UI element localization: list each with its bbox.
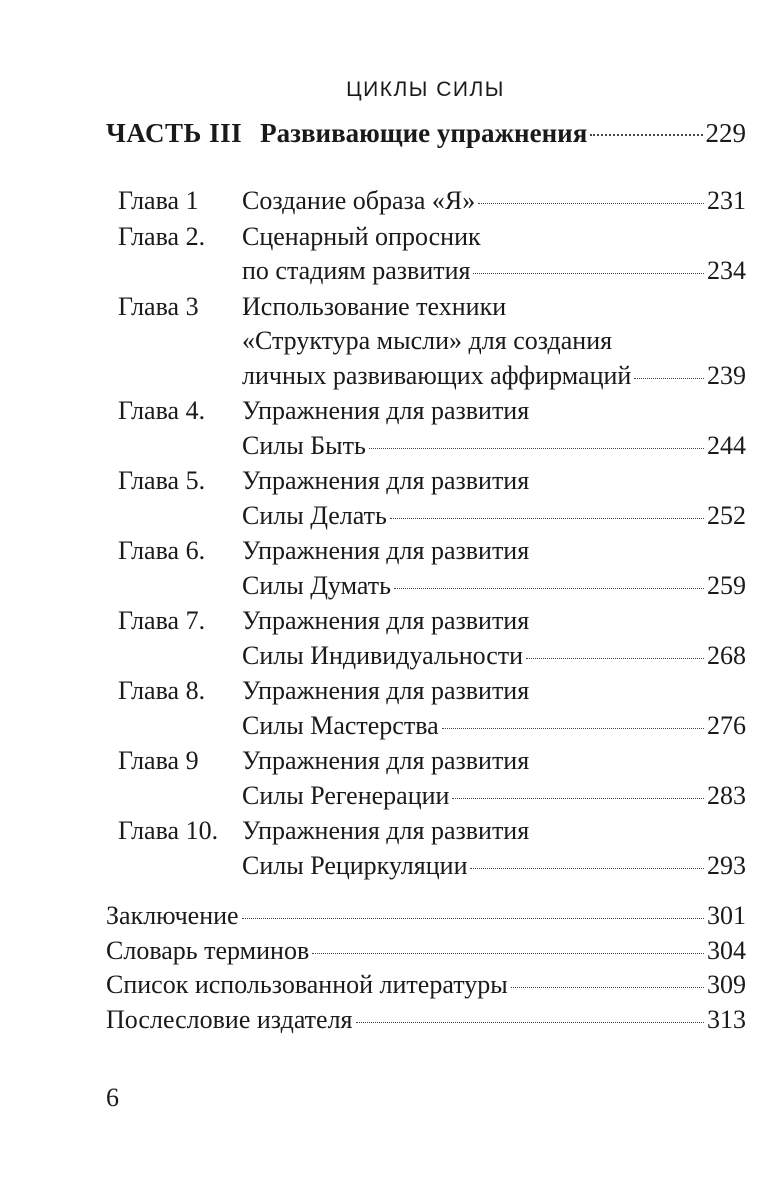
chapter-title-block xyxy=(242,744,746,813)
dot-leader xyxy=(442,728,704,729)
dot-leader xyxy=(356,1022,704,1023)
chapter-title-last-line xyxy=(242,254,746,289)
backmatter-list xyxy=(106,899,746,1037)
chapter-label: Глава 1 xyxy=(118,186,199,215)
chapter-title-line: Упражнения для развития xyxy=(242,606,530,635)
chapter-title-last-line xyxy=(242,779,746,814)
chapter-list xyxy=(118,184,746,883)
chapter-title-text: Силы Рециркуляции xyxy=(242,850,468,880)
chapter-title-block xyxy=(242,464,746,533)
chapter-title-text: Силы Думать xyxy=(242,570,391,600)
chapter-title-line: Упражнения для развития xyxy=(242,536,530,565)
chapter-label: Глава 9 xyxy=(118,746,199,775)
toc-entry-backmatter xyxy=(106,968,746,1003)
toc-entry-chapter xyxy=(118,604,746,673)
toc-entry-backmatter xyxy=(106,899,746,934)
chapter-title-line: Упражнения для развития xyxy=(242,466,530,495)
chapter-title-last-line xyxy=(242,429,746,464)
chapter-title-block xyxy=(242,290,746,394)
toc-entry-backmatter xyxy=(106,934,746,969)
chapter-page-number: 259 xyxy=(707,570,746,600)
part-label: ЧАСТЬ III xyxy=(106,118,243,148)
toc-entry-chapter xyxy=(118,814,746,883)
chapter-title-line: «Структура мысли» для создания xyxy=(242,326,613,355)
chapter-title-last-line xyxy=(242,639,746,674)
dot-leader xyxy=(634,378,704,379)
dot-leader xyxy=(369,448,704,449)
dot-leader xyxy=(390,518,704,519)
chapter-title-line: Сценарный опросник xyxy=(242,221,481,251)
dot-leader xyxy=(312,953,704,954)
dot-leader xyxy=(452,798,704,799)
chapter-page-number: 234 xyxy=(707,256,746,285)
dot-leader xyxy=(470,868,704,869)
backmatter-title: Заключение xyxy=(106,901,239,930)
chapter-page-number: 276 xyxy=(707,710,746,740)
chapter-title-text: Силы Мастерства xyxy=(242,710,439,740)
backmatter-title: Словарь терминов xyxy=(106,935,310,965)
chapter-title-line: Упражнения для развития xyxy=(242,396,530,425)
part-page-number: 229 xyxy=(705,118,746,148)
dot-leader xyxy=(478,203,704,204)
toc-entry-chapter xyxy=(118,534,746,603)
chapter-title-line: Упражнения для развития xyxy=(242,746,530,775)
backmatter-title: Список использованной литературы xyxy=(106,970,508,999)
dot-leader xyxy=(590,134,702,136)
part-title: Развивающие упражнения xyxy=(260,118,588,148)
toc-entry-chapter xyxy=(118,744,746,813)
toc-entry-chapter xyxy=(118,290,746,394)
chapter-page-number: 231 xyxy=(707,186,746,215)
chapter-title-last-line xyxy=(242,184,746,219)
chapter-title-last-line xyxy=(242,359,746,394)
chapter-title-last-line xyxy=(242,709,746,744)
chapter-page-number: 252 xyxy=(707,500,746,530)
chapter-title-text: Создание образа «Я» xyxy=(242,186,476,215)
chapter-title-text: Силы Регенерации xyxy=(242,780,450,810)
page-number: 6 xyxy=(106,1083,119,1112)
chapter-title-last-line xyxy=(242,569,746,604)
chapter-label: Глава 3 xyxy=(118,291,199,321)
chapter-title-line: Упражнения для развития xyxy=(242,816,530,845)
dot-leader xyxy=(394,588,704,589)
toc-entry-chapter xyxy=(118,674,746,743)
toc-entry-chapter xyxy=(118,394,746,463)
chapter-label: Глава 6. xyxy=(118,536,206,565)
chapter-label: Глава 7. xyxy=(118,606,206,635)
chapter-title-text: Силы Делать xyxy=(242,500,387,530)
chapter-label: Глава 2. xyxy=(118,221,206,251)
chapter-title-block xyxy=(242,220,746,289)
dot-leader xyxy=(242,918,704,919)
chapter-title-line: Упражнения для развития xyxy=(242,676,530,705)
chapter-title-line: Использование техники xyxy=(242,291,507,321)
chapter-title-last-line xyxy=(242,849,746,884)
chapter-label: Глава 10. xyxy=(118,816,219,845)
chapter-label: Глава 5. xyxy=(118,466,206,495)
backmatter-page-number: 304 xyxy=(707,935,746,965)
part-heading xyxy=(106,118,746,149)
toc-entry-chapter xyxy=(118,464,746,533)
toc-entry-backmatter xyxy=(106,1003,746,1038)
backmatter-title: Послесловие издателя xyxy=(106,1004,353,1034)
backmatter-page-number: 313 xyxy=(707,1004,746,1034)
chapter-page-number: 239 xyxy=(707,360,746,390)
chapter-title-text: Силы Быть xyxy=(242,430,366,460)
chapter-title-last-line xyxy=(242,499,746,534)
chapter-page-number: 283 xyxy=(707,780,746,810)
backmatter-page-number: 309 xyxy=(707,970,746,999)
dot-leader xyxy=(473,273,704,274)
chapter-page-number: 244 xyxy=(707,430,746,460)
chapter-label: Глава 4. xyxy=(118,396,206,425)
chapter-title-text: по стадиям развития xyxy=(242,256,471,285)
backmatter-page-number: 301 xyxy=(707,901,746,930)
chapter-page-number: 268 xyxy=(707,640,746,670)
chapter-title-text: Силы Индивидуальности xyxy=(242,640,524,670)
chapter-title-block xyxy=(242,604,746,673)
chapter-page-number: 293 xyxy=(707,850,746,880)
chapter-title-block xyxy=(242,534,746,603)
toc-entry-chapter xyxy=(118,220,746,289)
chapter-title-block xyxy=(242,394,746,463)
chapter-title-block xyxy=(242,814,746,883)
toc-entry-chapter xyxy=(118,184,746,219)
dot-leader xyxy=(526,658,704,659)
chapter-label: Глава 8. xyxy=(118,676,206,705)
chapter-title-text: личных развивающих аффирмаций xyxy=(242,360,632,390)
chapter-title-block xyxy=(242,184,746,219)
dot-leader xyxy=(511,987,704,988)
running-head: ЦИКЛЫ СИЛЫ xyxy=(346,78,505,101)
chapter-title-block xyxy=(242,674,746,743)
